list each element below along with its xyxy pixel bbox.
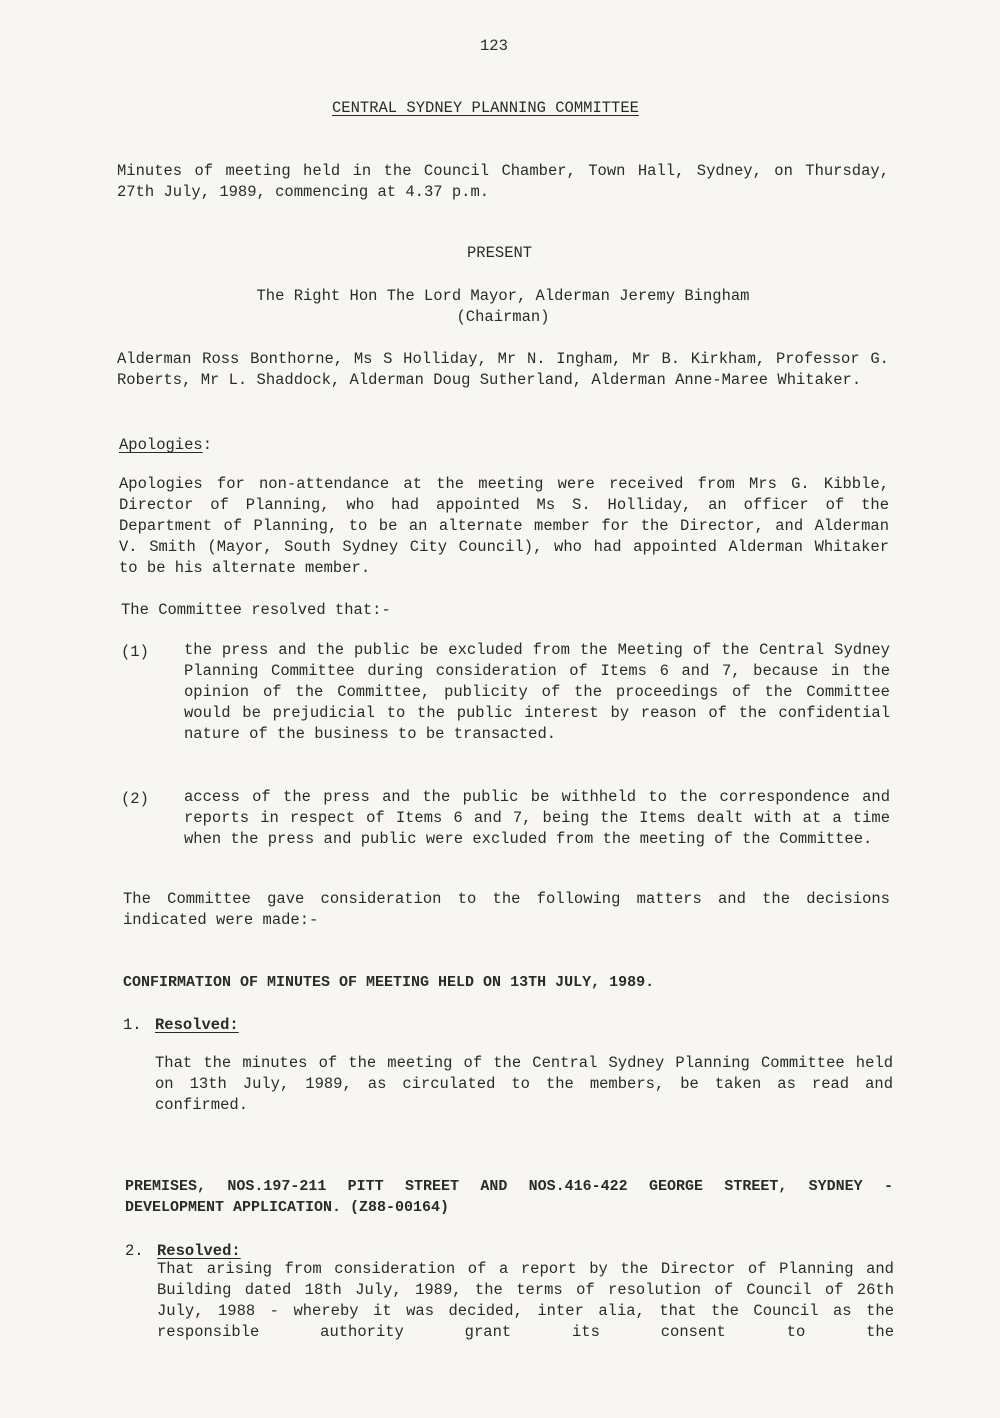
apologies-heading bbox=[119, 435, 212, 456]
document-title: CENTRAL SYDNEY PLANNING COMMITTEE bbox=[332, 99, 639, 117]
confirmation-heading: CONFIRMATION OF MINUTES OF MEETING HELD ON 13TH JULY, 1989. bbox=[123, 974, 655, 991]
resolution-number-1: (1) bbox=[121, 643, 149, 661]
item-2-text: That arising from consideration of a report by the Director of Planning and Building dated 18th July, 1989, the terms of resolution of Council of 26th July, 1988 - whereby it was decided, inter alia, that the Council as the responsible authority grant its consent to the bbox=[157, 1260, 894, 1341]
resolution-item-1: the press and the public be excluded from the Meeting of the Central Sydney Planning Committee during consideration of Items 6 and 7, because in the opinion of the Committee, publicity of the proceedings of the Committee would be prejudicial to the public interest by reason of the confidential nature of the business to be transacted. bbox=[184, 641, 890, 743]
consideration-text: The Committee gave consideration to the following matters and the decisions indicated were made:- bbox=[123, 890, 890, 929]
members-present: Alderman Ross Bonthorne, Ms S Holliday, Mr N. Ingham, Mr B. Kirkham, Professor G. Roberts, Mr L. Shaddock, Alderman Doug Sutherland, Alderman Anne-Maree Whitaker. bbox=[117, 350, 889, 389]
apologies-heading-colon: : bbox=[202, 436, 213, 454]
committee-resolved-intro: The Committee resolved that:- bbox=[121, 601, 391, 619]
premises-heading-line1: PREMISES, NOS.197-211 PITT STREET AND NOS.416-422 GEORGE STREET, SYDNEY - bbox=[125, 1178, 893, 1195]
item-1-number: 1. bbox=[123, 1016, 142, 1034]
item-1-text: That the minutes of the meeting of the Central Sydney Planning Committee held on 13th July, 1989, as circulated to the members, be taken as read and confirmed. bbox=[155, 1054, 893, 1114]
page-number: 123 bbox=[480, 37, 508, 55]
present-heading: PRESENT bbox=[467, 244, 533, 262]
item-2-number: 2. bbox=[125, 1242, 144, 1260]
item-1-resolved: Resolved: bbox=[155, 1016, 239, 1034]
apologies-heading-text: Apologies bbox=[119, 436, 203, 454]
resolution-number-2: (2) bbox=[121, 790, 149, 808]
resolution-item-2: access of the press and the public be withheld to the correspondence and reports in respect of Items 6 and 7, being the Items dealt with at a time when the press and public were excluded from the meeting of the Committee. bbox=[184, 788, 890, 848]
premises-heading-line2: DEVELOPMENT APPLICATION. (Z88-00164) bbox=[125, 1199, 450, 1216]
apologies-text: Apologies for non-attendance at the meeting were received from Mrs G. Kibble, Director of Planning, who had appointed Ms S. Holliday, an officer of the Department of Planning, to be an alternate member for the Director, and Alderman V. Smith (Mayor, South Sydney City Council), who had appointed Alderman Whitaker to be his alternate member. bbox=[119, 475, 889, 577]
chairman-line: The Right Hon The Lord Mayor, Alderman Jeremy Bingham bbox=[256, 287, 750, 305]
item-2-resolved: Resolved: bbox=[157, 1242, 241, 1260]
chairman-role: (Chairman) bbox=[456, 308, 550, 326]
meeting-intro: Minutes of meeting held in the Council Chamber, Town Hall, Sydney, on Thursday, 27th July, 1989, commencing at 4.37 p.m. bbox=[117, 162, 889, 201]
